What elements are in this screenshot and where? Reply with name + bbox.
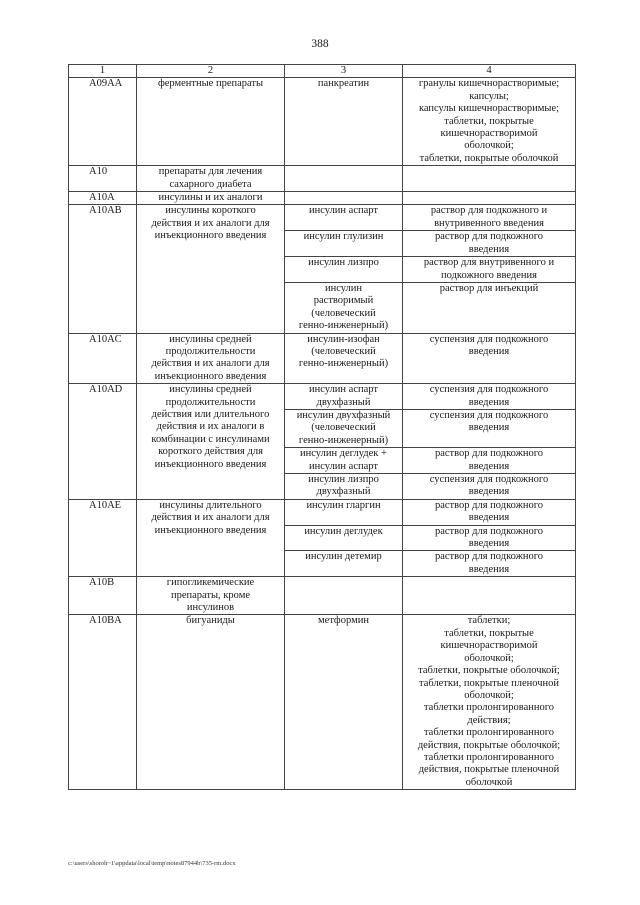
dosage-form-cell: раствор для подкожного введения — [403, 551, 576, 577]
group-cell: инсулины длительного действия и их аналоги для инъекционного введения — [137, 499, 285, 576]
column-header: 3 — [285, 65, 403, 78]
group-cell: бигуаниды — [137, 615, 285, 790]
drug-name-cell: инсулин аспарт двухфазный — [285, 384, 403, 410]
group-cell: гипогликемические препараты, кроме инсулинов — [137, 577, 285, 615]
file-path-footer: c:\users\shoroh~1\appdata\local\temp\notes87944b\735-rm.docx — [68, 860, 236, 867]
atc-code-cell: A10AB — [69, 205, 137, 333]
drug-name-cell: инсулин глулизин — [285, 231, 403, 257]
dosage-form-cell — [403, 192, 576, 205]
table-row — [69, 615, 576, 790]
column-header: 4 — [403, 65, 576, 78]
drug-name-cell — [285, 577, 403, 615]
dosage-form-cell — [403, 166, 576, 192]
atc-code-cell: A10BA — [69, 615, 137, 790]
atc-code-cell: A10B — [69, 577, 137, 615]
group-cell: инсулины средней продолжительности действия или длительного действия и их аналоги в комбинации с инсулинами короткого действия для инъекционного введения — [137, 384, 285, 500]
table-row — [69, 577, 576, 615]
drug-name-cell: инсулин деглудек — [285, 525, 403, 551]
table-row — [69, 166, 576, 192]
column-header: 2 — [137, 65, 285, 78]
drug-name-cell: панкреатин — [285, 78, 403, 166]
drug-name-cell: инсулин деглудек + инсулин аспарт — [285, 448, 403, 474]
dosage-form-cell: раствор для подкожного введения — [403, 525, 576, 551]
drug-name-cell: инсулин аспарт — [285, 205, 403, 231]
drug-name-cell — [285, 192, 403, 205]
dosage-form-cell: суспензия для подкожного введения — [403, 384, 576, 410]
group-cell: инсулины и их аналоги — [137, 192, 285, 205]
table-row — [69, 78, 576, 166]
group-cell: препараты для лечения сахарного диабета — [137, 166, 285, 192]
drug-name-cell: инсулин растворимый (человеческий генно-инженерный) — [285, 282, 403, 333]
dosage-form-cell: суспензия для подкожного введения — [403, 409, 576, 447]
dosage-form-cell: раствор для внутривенного и подкожного введения — [403, 257, 576, 283]
page-number: 388 — [311, 38, 329, 50]
dosage-form-cell: раствор для подкожного введения — [403, 231, 576, 257]
atc-code-cell: A10 — [69, 166, 137, 192]
table-row — [69, 384, 576, 410]
table-header-row — [69, 65, 576, 78]
drug-name-cell: инсулин детемир — [285, 551, 403, 577]
atc-code-cell: A09AA — [69, 78, 137, 166]
atc-code-cell: A10AE — [69, 499, 137, 576]
atc-code-cell: A10AC — [69, 333, 137, 384]
dosage-form-cell: суспензия для подкожного введения — [403, 333, 576, 384]
dosage-form-cell: раствор для подкожного введения — [403, 448, 576, 474]
drug-table — [68, 64, 576, 790]
group-cell: инсулины средней продолжительности действия и их аналоги для инъекционного введения — [137, 333, 285, 384]
drug-name-cell: инсулин лизпро — [285, 257, 403, 283]
dosage-form-cell: таблетки; таблетки, покрытые кишечнорастворимой оболочкой; таблетки, покрытые оболочкой; таблетки, покрытые пленочной оболочкой; таблетки пролонгированного действия; таблетки пролонгированного действия, покрытые оболочкой; таблетки пролонгированного действия, покрытые пленочной оболочкой — [403, 615, 576, 790]
group-cell: инсулины короткого действия и их аналоги для инъекционного введения — [137, 205, 285, 333]
dosage-form-cell: раствор для подкожного введения — [403, 499, 576, 525]
dosage-form-cell: суспензия для подкожного введения — [403, 474, 576, 500]
atc-code-cell: A10A — [69, 192, 137, 205]
group-cell: ферментные препараты — [137, 78, 285, 166]
dosage-form-cell: раствор для подкожного и внутривенного введения — [403, 205, 576, 231]
table-row — [69, 192, 576, 205]
drug-name-cell: инсулин двухфазный (человеческий генно-инженерный) — [285, 409, 403, 447]
drug-name-cell: инсулин гларгин — [285, 499, 403, 525]
drug-name-cell: метформин — [285, 615, 403, 790]
dosage-form-cell: гранулы кишечнорастворимые; капсулы; капсулы кишечнорастворимые; таблетки, покрытые кишечнорастворимой оболочкой; таблетки, покрытые оболочкой — [403, 78, 576, 166]
dosage-form-cell — [403, 577, 576, 615]
column-header: 1 — [69, 65, 137, 78]
table-row — [69, 205, 576, 231]
table-row — [69, 499, 576, 525]
table-row — [69, 333, 576, 384]
atc-code-cell: A10AD — [69, 384, 137, 500]
dosage-form-cell: раствор для инъекций — [403, 282, 576, 333]
drug-name-cell: инсулин лизпро двухфазный — [285, 474, 403, 500]
drug-name-cell: инсулин-изофан (человеческий генно-инженерный) — [285, 333, 403, 384]
drug-name-cell — [285, 166, 403, 192]
